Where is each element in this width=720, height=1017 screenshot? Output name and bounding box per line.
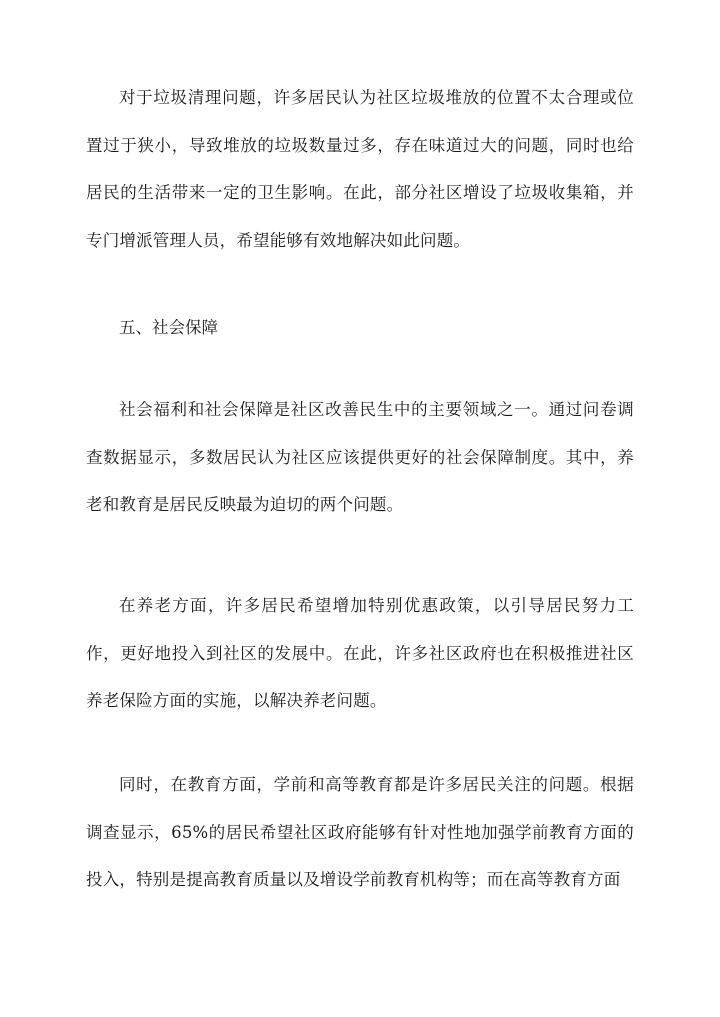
paragraph-garbage-cleanup: 对于垃圾清理问题，许多居民认为社区垃圾堆放的位置不太合理或位置过于狭小，导致堆放的垃圾数量过多，存在味道过大的问题，同时也给居民的生活带来一定的卫生影响。在此，部分社区增设了垃圾收集箱，并专门增派管理人员，希望能够有效地解决如此问题。 xyxy=(86,88,634,250)
paragraph-social-welfare: 社会福利和社会保障是社区改善民生中的主要领域之一。通过问卷调查数据显示，多数居民认为社区应该提供更好的社会保障制度。其中，养老和教育是居民反映最为迫切的两个问题。 xyxy=(86,400,634,514)
section-heading-social-security: 五、社会保障 xyxy=(119,318,218,337)
paragraph-education: 同时，在教育方面，学前和高等教育都是许多居民关注的问题。根据调查显示，65%的居民希望社区政府能够有针对性地加强学前教育方面的投入，特别是提高教育质量以及增设学前教育机构等；而在高等教育方面 xyxy=(86,775,634,889)
paragraph-elderly-care: 在养老方面，许多居民希望增加特别优惠政策，以引导居民努力工作，更好地投入到社区的发展中。在此，许多社区政府也在积极推进社区养老保险方面的实施，以解决养老问题。 xyxy=(86,596,634,710)
